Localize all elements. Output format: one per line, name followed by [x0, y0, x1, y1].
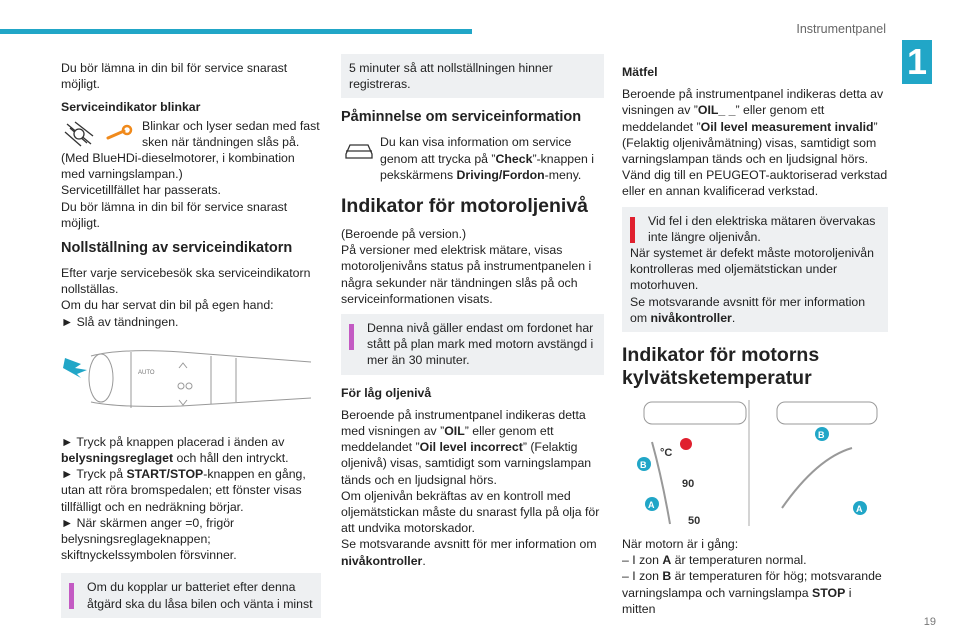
- heading-measurement-error: Mätfel: [622, 65, 658, 79]
- zone-b-badge-2: B: [818, 430, 825, 441]
- zone-b-badge: B: [640, 460, 647, 471]
- paragraph: Se motsvarande avsnitt för mer information om nivåkontroller.: [341, 537, 597, 568]
- column-1: [61, 60, 321, 628]
- gauge-c-label: °C: [660, 447, 673, 460]
- zone-a-badge-2: A: [856, 504, 863, 515]
- gauge-50-label: 50: [688, 515, 701, 528]
- info-note-continued: 5 minuter så att nollställningen hinner registreras.: [341, 54, 604, 98]
- column-3: [622, 60, 888, 617]
- blinking-light-icon: [61, 118, 97, 150]
- page-number: 19: [923, 616, 936, 628]
- auto-label: AUTO: [138, 369, 155, 376]
- step-4: ► När skärmen anger =0, frigör belysningsreglageknappen; skiftnyckelssymbolen försvinner.: [61, 515, 237, 563]
- heading-service-blink: Serviceindikator blinkar: [61, 100, 201, 115]
- heading-service-reminder: Påminnelse om serviceinformation: [341, 109, 582, 126]
- warning-note: Vid fel i den elektriska mätaren övervakas inte längre oljenivån. När systemet är defekt måste motoroljenivån kontrolleras med oljemätstickan under motorhuven. Se motsvarande avsnitt för mer information om nivåkontroller.: [622, 207, 888, 332]
- header-accent-bar: [0, 29, 472, 34]
- step-2: ► Tryck på knappen placerad i änden av belysningsreglaget och håll den intryckt.: [61, 434, 289, 466]
- info-icon: [349, 324, 354, 350]
- coolant-gauge-figure: [622, 398, 888, 528]
- gauge-90-label: 90: [682, 478, 695, 491]
- heading-oil-level: Indikator för motoroljenivå: [341, 195, 589, 218]
- info-icon: [69, 583, 74, 609]
- reminder-row: Du kan visa information om service genom att trycka på ”Check”-knappen i pekskärmens Driving/Fordon-meny.: [341, 134, 604, 183]
- header-title: Instrumentpanel: [796, 22, 886, 36]
- heading-reset: Nollställning av serviceindikatorn: [61, 240, 293, 257]
- paragraph: Du bör lämna in din bil för service snarast möjligt.: [61, 61, 288, 92]
- wrench-icon: [100, 118, 136, 150]
- column-2: [341, 60, 604, 569]
- paragraph: (Beroende på version.): [341, 227, 467, 242]
- paragraph: Om du har servat din bil på egen hand:: [61, 298, 274, 313]
- paragraph: Du bör lämna in din bil för service snarast möjligt.: [61, 199, 288, 230]
- info-note: Om du kopplar ur batteriet efter denna åtgärd ska du låsa bilen och vänta i minst: [61, 573, 321, 617]
- paragraph: När motorn är i gång:: [622, 537, 739, 552]
- step-3: ► Tryck på START/STOP-knappen en gång, utan att röra bromspedalen; ett fönster visas tillfälligt och en nedräkning börjar.: [61, 467, 306, 514]
- info-note: Denna nivå gäller endast om fordonet har stått på plan mark med motorn avstängd i mer än 30 minuter.: [341, 314, 604, 375]
- heading-coolant-temp: Indikator för motorns kylvätsketemperatur: [622, 344, 820, 390]
- blink-text: Blinkar och lyser sedan med fast sken när tändningen slås på.: [142, 118, 320, 149]
- blink-icons: [61, 118, 139, 150]
- step-1: ► Slå av tändningen.: [61, 314, 179, 329]
- paragraph: Om oljenivån bekräftas av en kontroll med oljemätstickan måste du snarast fylla på olja för att undvika motorskador.: [341, 488, 600, 536]
- paragraph: (Med BlueHDi-dieselmotorer, i kombination med varningslampan.): [61, 151, 295, 182]
- paragraph: Beroende på instrumentpanel indikeras detta av visningen av ”OIL_ _” eller genom ett meddelandet ”Oil level measurement invalid” (Felaktig oljenivåmätning) visas, samtidigt som varningslampan tänds och en ljudsignal hörs. Vänd dig till en PEUGEOT-auktoriserad verkstad eller en annan kvalificerad verkstad.: [622, 87, 888, 199]
- warning-icon: [630, 217, 635, 243]
- paragraph: Beroende på instrumentpanel indikeras detta med visningen av ”OIL” eller genom ett meddelandet ”Oil level incorrect” (Felaktig oljenivå) visas, samtidigt som varningslampan tänds och en ljudsignal hörs.: [341, 407, 592, 487]
- paragraph: På versioner med elektrisk mätare, visas motoroljenivåns status på instrumentpanelen i några sekunder när tändningen slås på och serviceinformationen visats.: [341, 243, 592, 306]
- paragraph: – I zon B är temperaturen för hög; motsvarande varningslampa och varningslampa STOP i mitten: [622, 569, 882, 616]
- paragraph: Efter varje servicebesök ska serviceindikatorn nollställas.: [61, 266, 311, 297]
- paragraph: – I zon A är temperaturen normal.: [622, 553, 807, 568]
- lighting-stalk-figure: [61, 338, 321, 424]
- car-icon: [341, 134, 377, 166]
- paragraph: Servicetillfället har passerats.: [61, 183, 221, 198]
- heading-low-oil: För låg oljenivå: [341, 385, 432, 400]
- zone-a-badge: A: [648, 500, 655, 511]
- blink-icon-row: [61, 118, 321, 150]
- chapter-number: 1: [902, 40, 932, 84]
